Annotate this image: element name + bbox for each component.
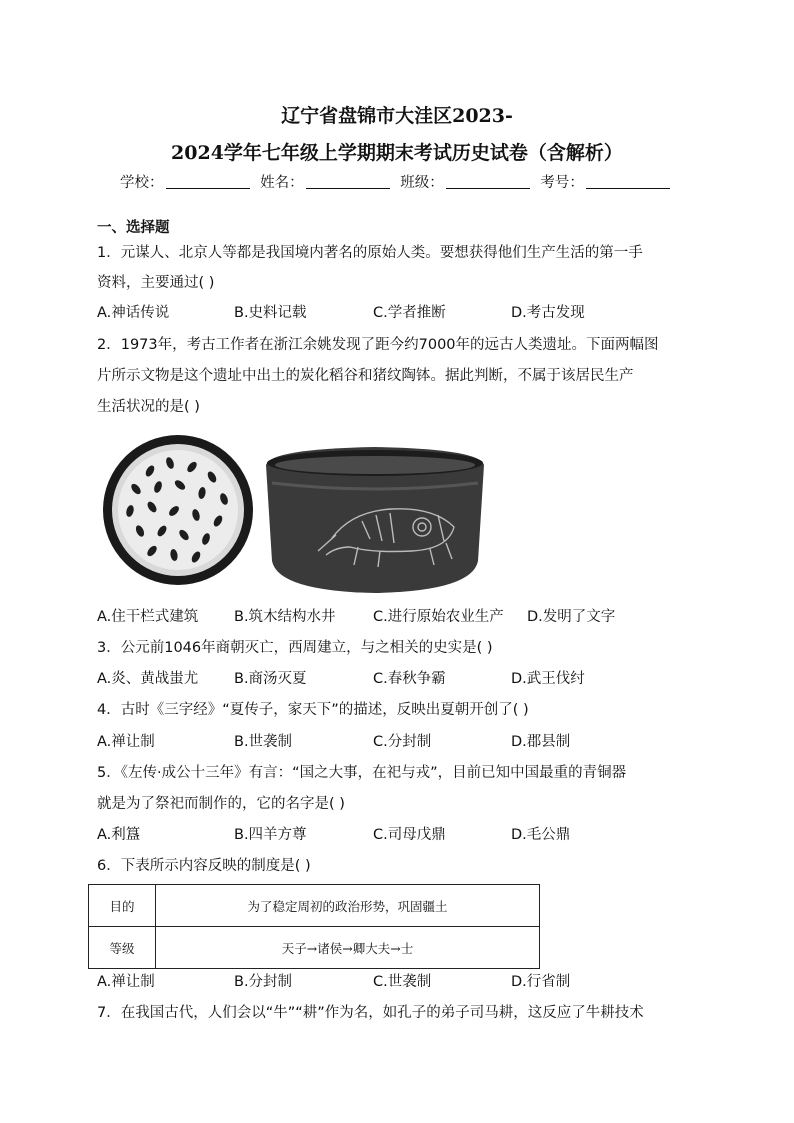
option-a[interactable]: A.住干栏式建筑: [97, 609, 199, 625]
option-c[interactable]: C.学者推断: [373, 305, 446, 321]
question-1-line-2: 资料，主要通过( ): [97, 275, 215, 291]
name-label: 姓名：: [260, 175, 304, 191]
option-d[interactable]: D.郡县制: [511, 734, 571, 750]
option-d[interactable]: D.发明了文字: [527, 609, 616, 625]
question-6-line-1: 6．下表所示内容反映的制度是( ): [97, 858, 311, 874]
option-c[interactable]: C.世袭制: [373, 974, 432, 990]
question-7-line-1: 7．在我国古代，人们会以“牛”“耕”作为名，如孔子的弟子司马耕，这反应了牛耕技术: [97, 1005, 644, 1021]
section-title: 一、选择题: [97, 220, 170, 236]
exam-title-line2: 2024学年七年级上学期期末考试历史试卷（含解析）: [171, 142, 623, 164]
question-4-line-1: 4．古时《三字经》“夏传子，家天下”的描述，反映出夏朝开创了( ): [97, 702, 529, 718]
table-row: [89, 885, 540, 927]
class-blank[interactable]: [446, 174, 530, 189]
option-a[interactable]: A.利簋: [97, 827, 141, 843]
option-d[interactable]: D.考古发现: [511, 305, 585, 321]
question-5-line-2: 就是为了祭祀而制作的，它的名字是( ): [97, 796, 345, 812]
option-b[interactable]: B.分封制: [234, 974, 293, 990]
system-table: [88, 884, 540, 969]
carbonized-rice-image: [100, 431, 256, 589]
exam-title-line1: 辽宁省盘锦市大洼区2023-: [281, 105, 513, 127]
question-1-options: [97, 301, 717, 321]
option-b[interactable]: B.史料记载: [234, 305, 307, 321]
table-header-cell: 等级: [89, 927, 156, 969]
question-3-line-1: 3．公元前1046年商朝灭亡，西周建立，与之相关的史实是( ): [97, 640, 493, 656]
question-2-line-1: 2．1973年，考古工作者在浙江余姚发现了距今约7000年的远古人类遗址。下面两幅图: [97, 337, 659, 353]
pig-pattern-pottery-bowl-image: [262, 443, 488, 595]
option-a[interactable]: A.神话传说: [97, 305, 170, 321]
table-value-cell: 为了稳定周初的政治形势，巩固疆土: [156, 885, 540, 927]
table-value-cell: 天子→诸侯→卿大夫→士: [156, 927, 540, 969]
exam-number-label: 考号：: [540, 175, 584, 191]
question-5-options: [97, 823, 717, 843]
option-b[interactable]: B.筑木结构水井: [234, 609, 336, 625]
option-b[interactable]: B.世袭制: [234, 734, 293, 750]
option-c[interactable]: C.春秋争霸: [373, 671, 446, 687]
option-c[interactable]: C.进行原始农业生产: [373, 609, 504, 625]
class-label: 班级：: [400, 175, 444, 191]
option-d[interactable]: D.行省制: [511, 974, 571, 990]
question-3-options: [97, 667, 717, 687]
option-c[interactable]: C.分封制: [373, 734, 432, 750]
option-b[interactable]: B.商汤灭夏: [234, 671, 307, 687]
school-blank[interactable]: [166, 174, 250, 189]
question-6-options: [97, 970, 717, 990]
question-2-line-3: 生活状况的是( ): [97, 399, 200, 415]
question-4-options: [97, 730, 717, 750]
question-5-line-1: 5．《左传·成公十三年》有言：“国之大事，在祀与戎”，目前已知中国最重的青铜器: [97, 765, 627, 781]
option-a[interactable]: A.禅让制: [97, 734, 155, 750]
table-header-cell: 目的: [89, 885, 156, 927]
option-a[interactable]: A.禅让制: [97, 974, 155, 990]
option-d[interactable]: D.毛公鼎: [511, 827, 571, 843]
question-2-line-2: 片所示文物是这个遗址中出土的炭化稻谷和猪纹陶钵。据此判断，不属于该居民生产: [97, 368, 634, 384]
student-info-fields: [120, 171, 676, 192]
table-row: [89, 927, 540, 969]
name-blank[interactable]: [306, 174, 390, 189]
option-c[interactable]: C.司母戊鼎: [373, 827, 446, 843]
option-a[interactable]: A.炎、黄战蚩尤: [97, 671, 199, 687]
exam-number-blank[interactable]: [586, 174, 670, 189]
option-d[interactable]: D.武王伐纣: [511, 671, 585, 687]
question-1-line-1: 1．元谋人、北京人等都是我国境内著名的原始人类。要想获得他们生产生活的第一手: [97, 245, 643, 261]
option-b[interactable]: B.四羊方尊: [234, 827, 307, 843]
school-label: 学校：: [120, 175, 164, 191]
question-2-options: [97, 605, 717, 625]
